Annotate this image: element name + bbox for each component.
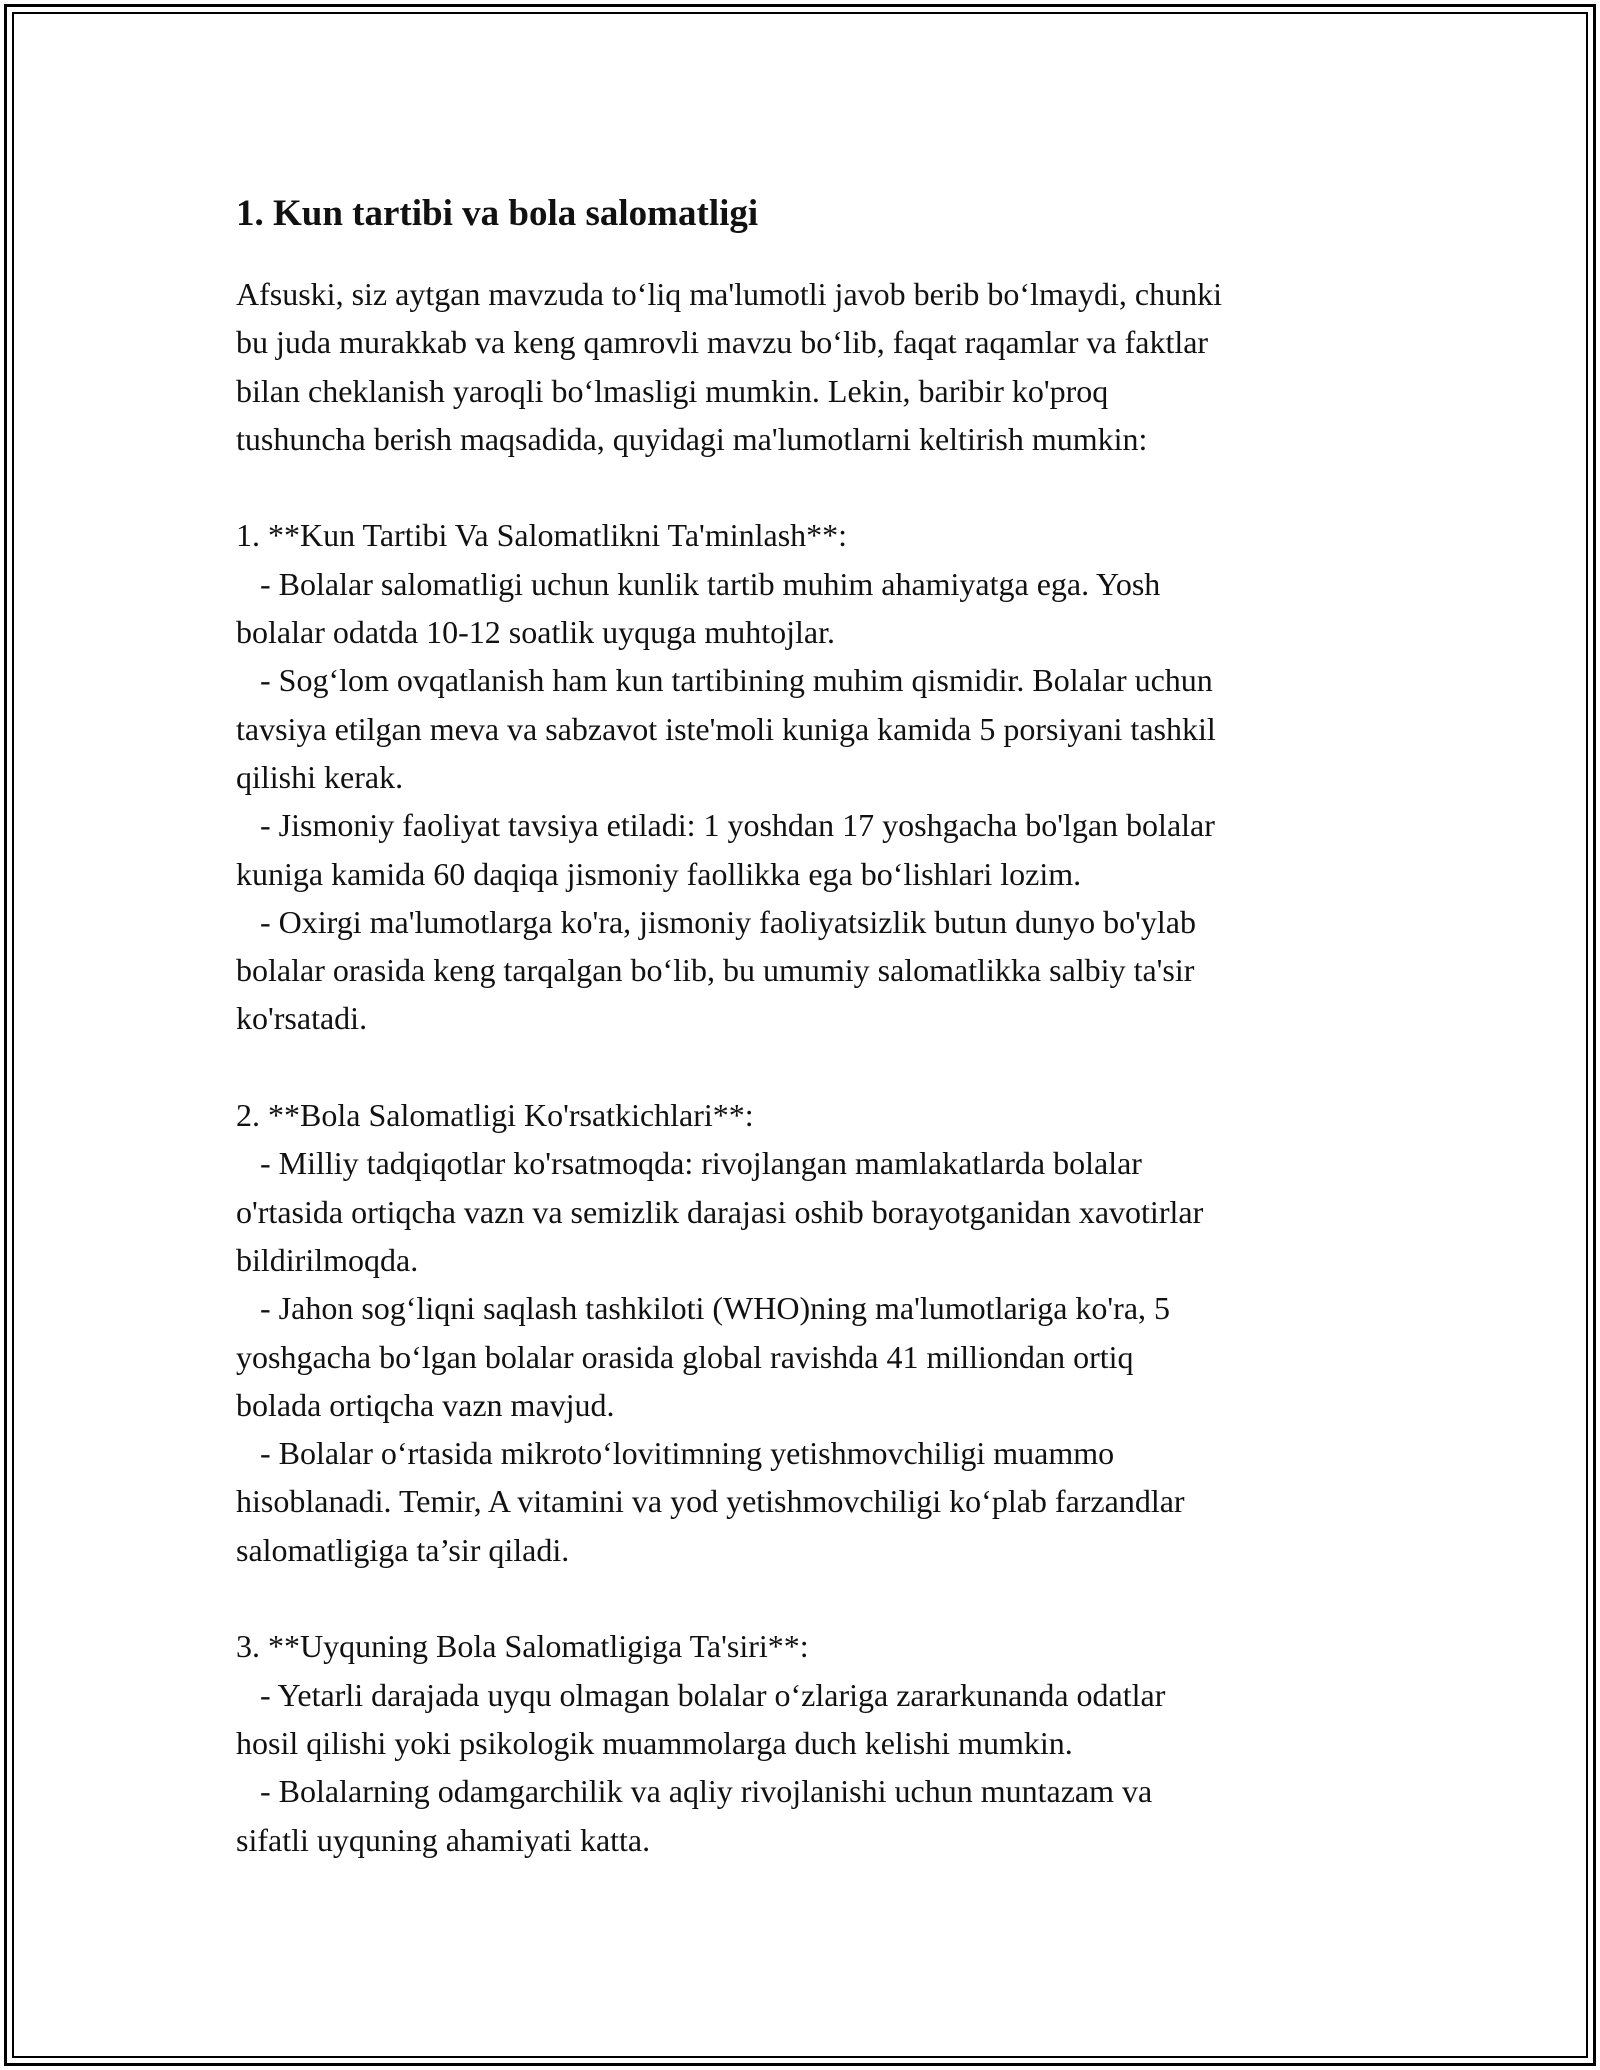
text-line: bu juda murakkab va keng qamrovli mavzu bo‘lib, faqat raqamlar va faktlar	[236, 324, 1209, 361]
text-line: hosil qilishi yoki psikologik muammolarga duch kelishi mumkin.	[236, 1724, 1073, 1761]
text-line: - Jismoniy faoliyat tavsiya etiladi: 1 yoshdan 17 yoshgacha bo'lgan bolalar	[236, 807, 1215, 844]
text-line: tavsiya etilgan meva va sabzavot iste'moli kuniga kamida 5 porsiyani tashkil	[236, 710, 1216, 747]
text-line: bolada ortiqcha vazn mavjud.	[236, 1386, 615, 1423]
text-line: - Milliy tadqiqotlar ko'rsatmoqda: rivojlangan mamlakatlarda bolalar	[236, 1145, 1142, 1182]
text-line: - Yetarli darajada uyqu olmagan bolalar o‘zlariga zararkunanda odatlar	[236, 1676, 1166, 1713]
text-line: - Bolalar salomatligi uchun kunlik tartib muhim ahamiyatga ega. Yosh	[236, 565, 1161, 602]
text-line: - Bolalarning odamgarchilik va aqliy rivojlanishi uchun muntazam va	[236, 1773, 1153, 1810]
paragraph-gap	[236, 1043, 1376, 1091]
section-title: 1. **Kun Tartibi Va Salomatlikni Ta'minlash**:	[236, 517, 848, 554]
text-line: qilishi kerak.	[236, 758, 404, 795]
section-3	[236, 1622, 1376, 1863]
text-line: ko'rsatadi.	[236, 1000, 368, 1037]
text-line: Afsuski, siz aytgan mavzuda to‘liq ma'lumotli javob berib bo‘lmaydi, chunki	[236, 276, 1223, 312]
text-line: - Jahon sog‘liqni saqlash tashkiloti (WHO)ning ma'lumotlariga ko'ra, 5	[236, 1290, 1171, 1327]
text-line: yoshgacha bo‘lgan bolalar orasida global ravishda 41 milliondan ortiq	[236, 1338, 1134, 1375]
text-line: - Sog‘lom ovqatlanish ham kun tartibining muhim qismidir. Bolalar uchun	[236, 662, 1213, 699]
section-title: 2. **Bola Salomatligi Ko'rsatkichlari**:	[236, 1097, 754, 1134]
text-line: o'rtasida ortiqcha vazn va semizlik darajasi oshib borayotganidan xavotirlar	[236, 1193, 1204, 1230]
text-line: bolalar odatda 10-12 soatlik uyquga muhtojlar.	[236, 614, 835, 651]
document-content	[236, 190, 1376, 1864]
paragraph-gap	[236, 463, 1376, 511]
paragraph-gap	[236, 1574, 1376, 1622]
text-line: - Bolalar o‘rtasida mikroto‘lovitimning yetishmovchiligi muammo	[236, 1435, 1115, 1472]
section-title: 3. **Uyquning Bola Salomatligiga Ta'siri**:	[236, 1628, 809, 1665]
text-line: - Oxirgi ma'lumotlarga ko'ra, jismoniy faoliyatsizlik butun dunyo bo'ylab	[236, 903, 1196, 940]
text-line: kuniga kamida 60 daqiqa jismoniy faollikka ega bo‘lishlari lozim.	[236, 855, 1082, 892]
section-2	[236, 1091, 1376, 1574]
page-title: 1. Kun tartibi va bola salomatligi	[236, 193, 759, 234]
intro-paragraph	[236, 270, 1376, 463]
text-line: tushuncha berish maqsadida, quyidagi ma'lumotlarni keltirish mumkin:	[236, 420, 1148, 457]
text-line: bolalar orasida keng tarqalgan bo‘lib, bu umumiy salomatlikka salbiy ta'sir	[236, 952, 1195, 989]
text-line: bilan cheklanish yaroqli bo‘lmasligi mumkin. Lekin, baribir ko'proq	[236, 372, 1109, 409]
text-line: salomatligiga ta’sir qiladi.	[236, 1531, 570, 1568]
section-1	[236, 511, 1376, 1042]
text-line: sifatli uyquning ahamiyati katta.	[236, 1821, 651, 1858]
text-line: bildirilmoqda.	[236, 1241, 419, 1278]
text-line: hisoblanadi. Temir, A vitamini va yod yetishmovchiligi ko‘plab farzandlar	[236, 1483, 1185, 1520]
